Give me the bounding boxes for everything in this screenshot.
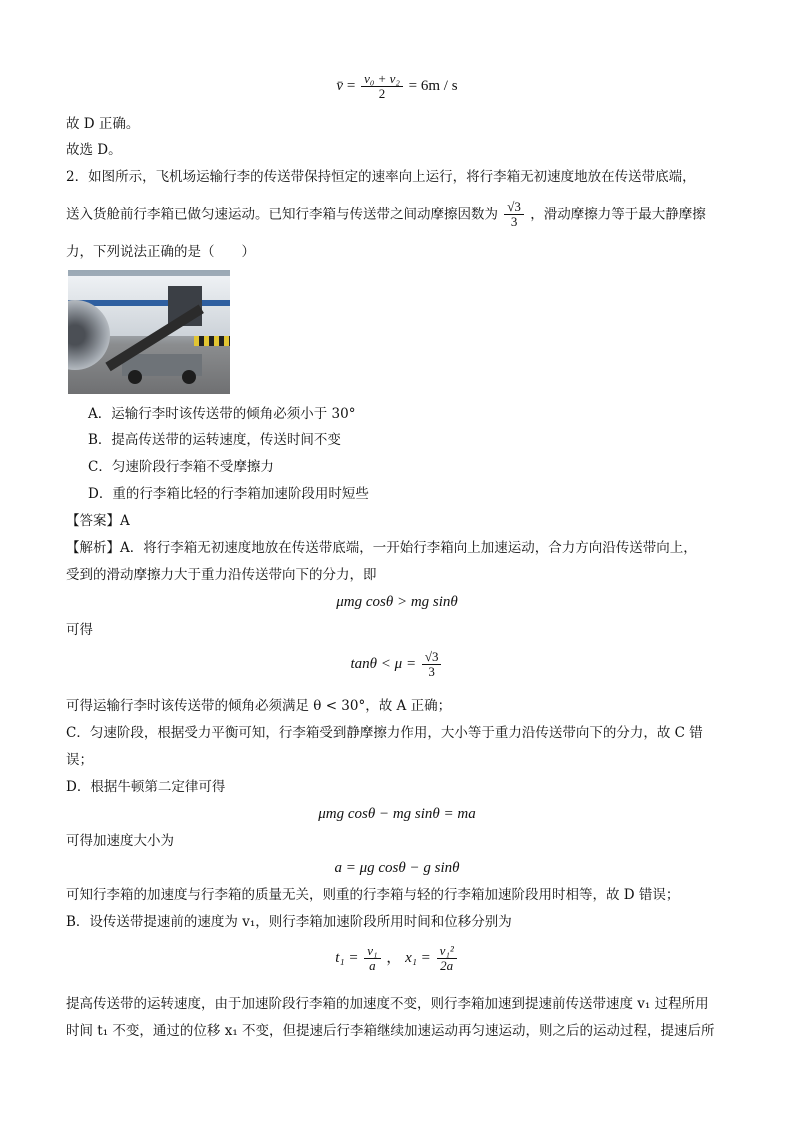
analysis-line-3: 可得运输行李时该传送带的倾角必须满足 θ < 30°，故 A 正确； bbox=[66, 698, 452, 714]
option-d: D．重的行李箱比轻的行李箱加速阶段用时短些 bbox=[88, 486, 369, 502]
equation-5-t-lhs: t₁ = bbox=[335, 950, 359, 967]
equation-4: a = μg cosθ − g sinθ bbox=[334, 860, 460, 876]
analysis-b-line-1: B．设传送带提速前的速度为 v₁，则行李箱加速阶段所用时间和位移分别为 bbox=[66, 914, 512, 930]
equation-5-x-fraction bbox=[437, 944, 457, 974]
formula-average-velocity: v̄ = $\frac{\text{v₀ + v₂}}{2}$ = 6m / s bbox=[336, 71, 458, 102]
equation-2 bbox=[0, 650, 794, 680]
analysis-b-line-2: 提高传送带的运转速度，由于加速阶段行李箱的加速度不变，则行李箱加速到提速前传送带速度 v₁ 过程所用 bbox=[66, 996, 709, 1012]
equation-2-den: 3 bbox=[428, 664, 435, 680]
question-2-line-2a: 送入货舱前行李箱已做匀速运动。已知行李箱与传送带之间动摩擦因数为 bbox=[66, 206, 498, 223]
text-kede: 可得 bbox=[66, 622, 93, 638]
question-2-line-3: 力，下列说法正确的是（ ） bbox=[66, 244, 255, 260]
question-2-line-2 bbox=[66, 200, 730, 230]
friction-coefficient-fraction bbox=[504, 200, 524, 230]
analysis-c-line-2: 误； bbox=[66, 752, 93, 768]
option-c: C．匀速阶段行李箱不受摩擦力 bbox=[88, 459, 274, 475]
analysis-b-line-3: 时间 t₁ 不变，通过的位移 x₁ 不变，但提速后行李箱继续加速运动再匀速运动，则之后的运动过程，提速后所 bbox=[66, 1023, 715, 1039]
text-choose-d: 故选 D。 bbox=[66, 142, 122, 158]
equation-3: μmg cosθ − mg sinθ = ma bbox=[318, 806, 476, 822]
text-d-correct: 故 D 正确。 bbox=[66, 116, 140, 132]
formula-lhs: v̄ bbox=[336, 78, 344, 95]
question-2-line-1: 2．如图所示，飞机场运输行李的传送带保持恒定的速率向上运行，将行李箱无初速度地放在传送带底端， bbox=[66, 169, 696, 185]
analysis-d-line-2: 可知行李箱的加速度与行李箱的质量无关，则重的行李箱与轻的行李箱加速阶段用时相等，故 D 错误； bbox=[66, 887, 680, 903]
equation-5-t-fraction bbox=[364, 944, 380, 974]
friction-coefficient-num: √3 bbox=[504, 200, 524, 215]
formula-num: v₀ + v₂ bbox=[361, 72, 403, 87]
equation-5-t-num: v₁ bbox=[364, 944, 380, 959]
equation-5-x-lhs: x₁ = bbox=[405, 950, 431, 967]
friction-coefficient-den: 3 bbox=[510, 214, 518, 230]
equation-1: μmg cosθ > mg sinθ bbox=[336, 594, 458, 610]
equation-2-num: √3 bbox=[422, 650, 442, 665]
equation-2-fraction bbox=[422, 650, 442, 680]
analysis-d-line-1: D．根据牛顿第二定律可得 bbox=[66, 779, 226, 795]
formula-den: 2 bbox=[378, 86, 386, 102]
airport-conveyor-photo bbox=[68, 270, 230, 394]
equation-5-separator: ， bbox=[386, 950, 402, 967]
equation-2-lhs: tanθ < μ = bbox=[350, 656, 417, 673]
analysis-line-2: 受到的滑动摩擦力大于重力沿传送带向下的分力，即 bbox=[66, 567, 377, 583]
formula-fraction bbox=[361, 72, 403, 102]
formula-rhs: = 6m / s bbox=[408, 78, 458, 95]
equation-5-x-den: 2a bbox=[440, 958, 454, 974]
analysis-c-line-1: C．匀速阶段，根据受力平衡可知，行李箱受到静摩擦力作用，大小等于重力沿传送带向下的分力，故 C 错 bbox=[66, 725, 703, 741]
option-a: A．运输行李时该传送带的倾角必须小于 30° bbox=[88, 406, 356, 422]
analysis-line-1: 【解析】A．将行李箱无初速度地放在传送带底端，一开始行李箱向上加速运动，合力方向沿传送带向上， bbox=[66, 540, 697, 556]
option-b: B．提高传送带的运转速度，传送时间不变 bbox=[88, 432, 341, 448]
question-2-line-2b: ，滑动摩擦力等于最大静摩擦 bbox=[530, 206, 706, 223]
equation-5-t-den: a bbox=[369, 958, 376, 974]
text-acceleration: 可得加速度大小为 bbox=[66, 833, 174, 849]
equation-5-x-num: v₁² bbox=[437, 944, 457, 959]
equation-5 bbox=[0, 944, 794, 974]
answer-label: 【答案】A bbox=[66, 513, 130, 529]
